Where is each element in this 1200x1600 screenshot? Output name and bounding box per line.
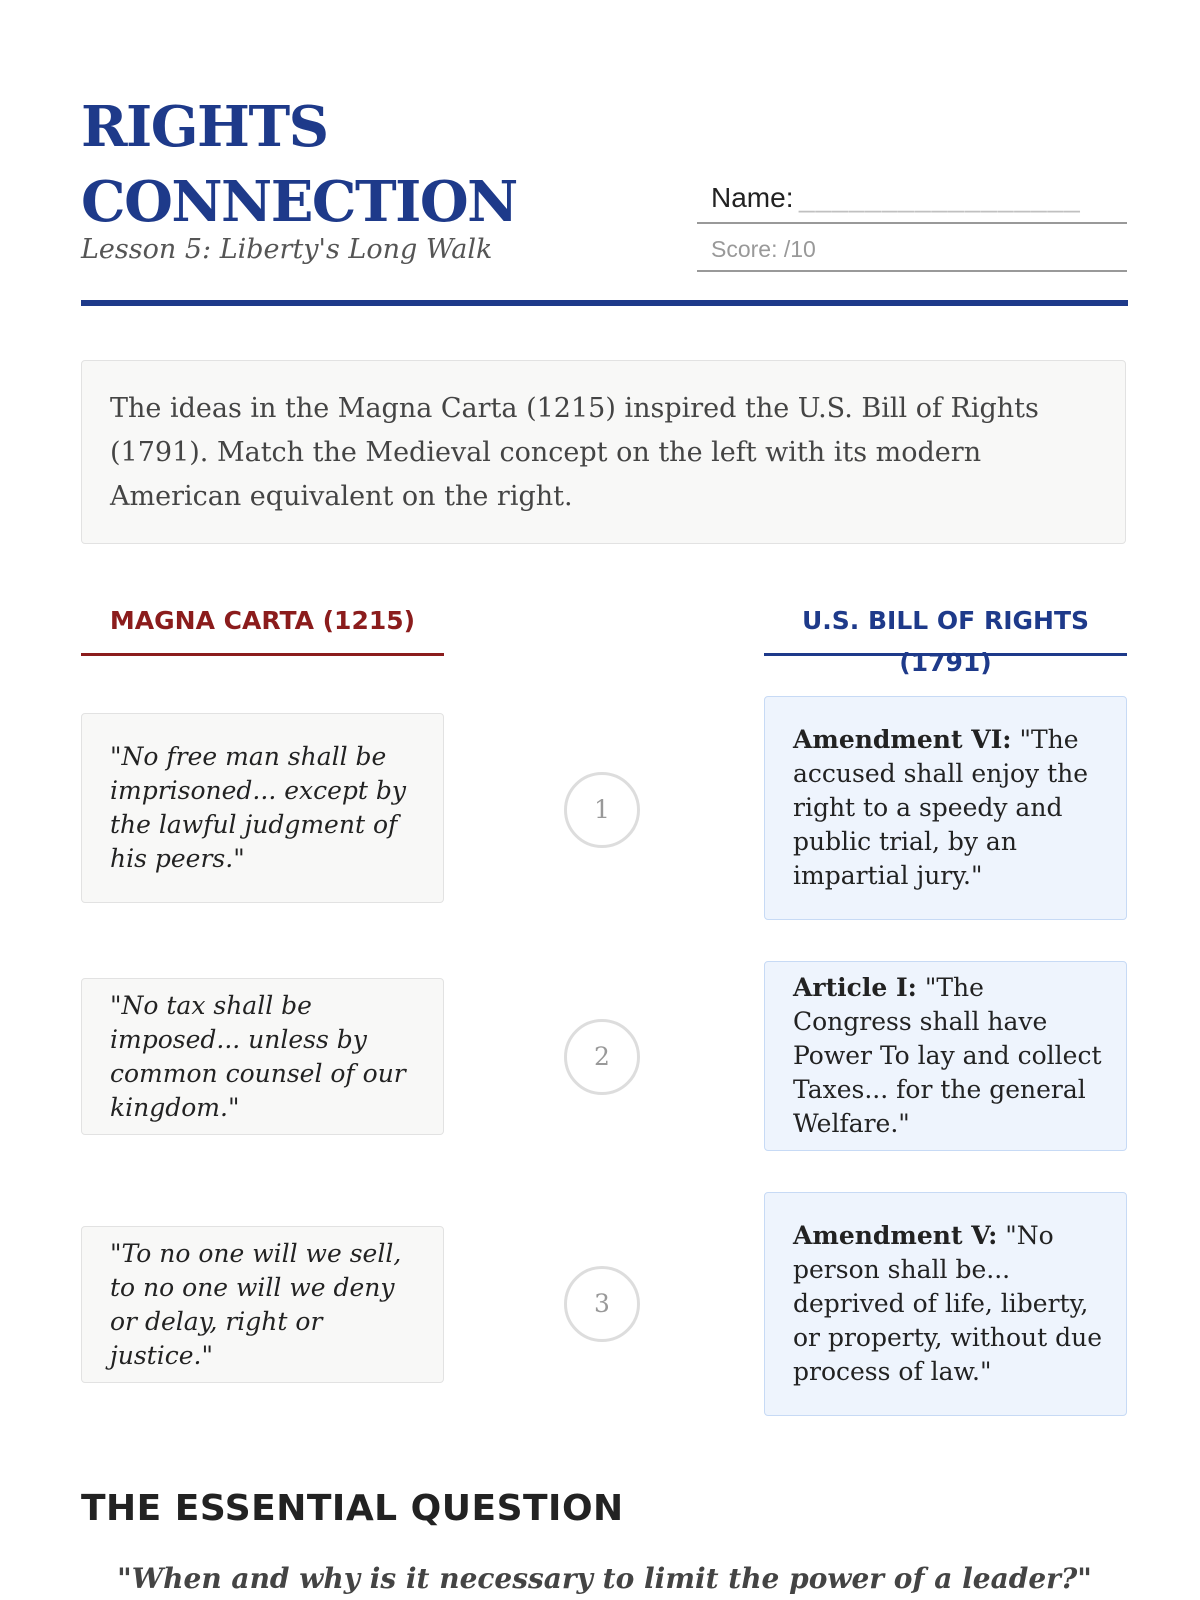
magna-carta-card-2[interactable] — [81, 978, 444, 1135]
name-label: Name: — [711, 182, 794, 213]
lesson-subtitle: Lesson 5: Liberty's Long Walk — [81, 234, 493, 265]
essential-question-heading: THE ESSENTIAL QUESTION — [81, 1488, 624, 1529]
instructions-box: The ideas in the Magna Carta (1215) inspired the U.S. Bill of Rights (1791). Match the Medieval concept on the left with its modern American equivalent on the right. — [81, 360, 1126, 544]
amendment-text: "The Congress shall have Power To lay and collect Taxes... for the general Welfare." — [793, 973, 1102, 1138]
magna-carta-card-1[interactable] — [81, 713, 444, 903]
amendment-label: Amendment V: — [793, 1221, 998, 1250]
match-number-3[interactable]: 3 — [564, 1266, 640, 1342]
amendment-label: Amendment VI: — [793, 725, 1012, 754]
amendment-text: "No person shall be... deprived of life, liberty, or property, without due process of law." — [793, 1221, 1103, 1386]
bill-of-rights-card-1[interactable] — [764, 696, 1127, 920]
magna-carta-quote: "No free man shall be imprisoned... except by the lawful judgment of his peers." — [110, 742, 407, 873]
name-blank-line[interactable]: _________________ — [799, 182, 1081, 213]
bill-of-rights-heading: U.S. BILL OF RIGHTS (1791) — [764, 600, 1127, 656]
name-field[interactable] — [697, 180, 1127, 224]
essential-question-text: "When and why is it necessary to limit the power of a leader?" — [117, 1562, 1092, 1595]
magna-carta-quote: "No tax shall be imposed... unless by common counsel of our kingdom." — [110, 990, 406, 1122]
match-number-1[interactable]: 1 — [564, 772, 640, 848]
bill-of-rights-card-3[interactable] — [764, 1192, 1127, 1416]
amendment-label: Article I: — [793, 973, 917, 1002]
page-title: RIGHTS CONNECTION — [81, 94, 517, 235]
magna-carta-card-3[interactable] — [81, 1226, 444, 1383]
amendment-text: "The accused shall enjoy the right to a speedy and public trial, by an impartial jury." — [793, 725, 1089, 890]
score-field — [697, 232, 1127, 272]
score-label: Score: /10 — [711, 236, 816, 262]
bill-of-rights-card-2[interactable] — [764, 961, 1127, 1151]
match-number-2[interactable]: 2 — [564, 1019, 640, 1095]
header-divider — [81, 300, 1128, 306]
magna-carta-quote: "To no one will we sell, to no one will we deny or delay, right or justice." — [110, 1238, 402, 1370]
worksheet-header — [81, 90, 1128, 305]
magna-carta-heading: MAGNA CARTA (1215) — [81, 600, 444, 656]
